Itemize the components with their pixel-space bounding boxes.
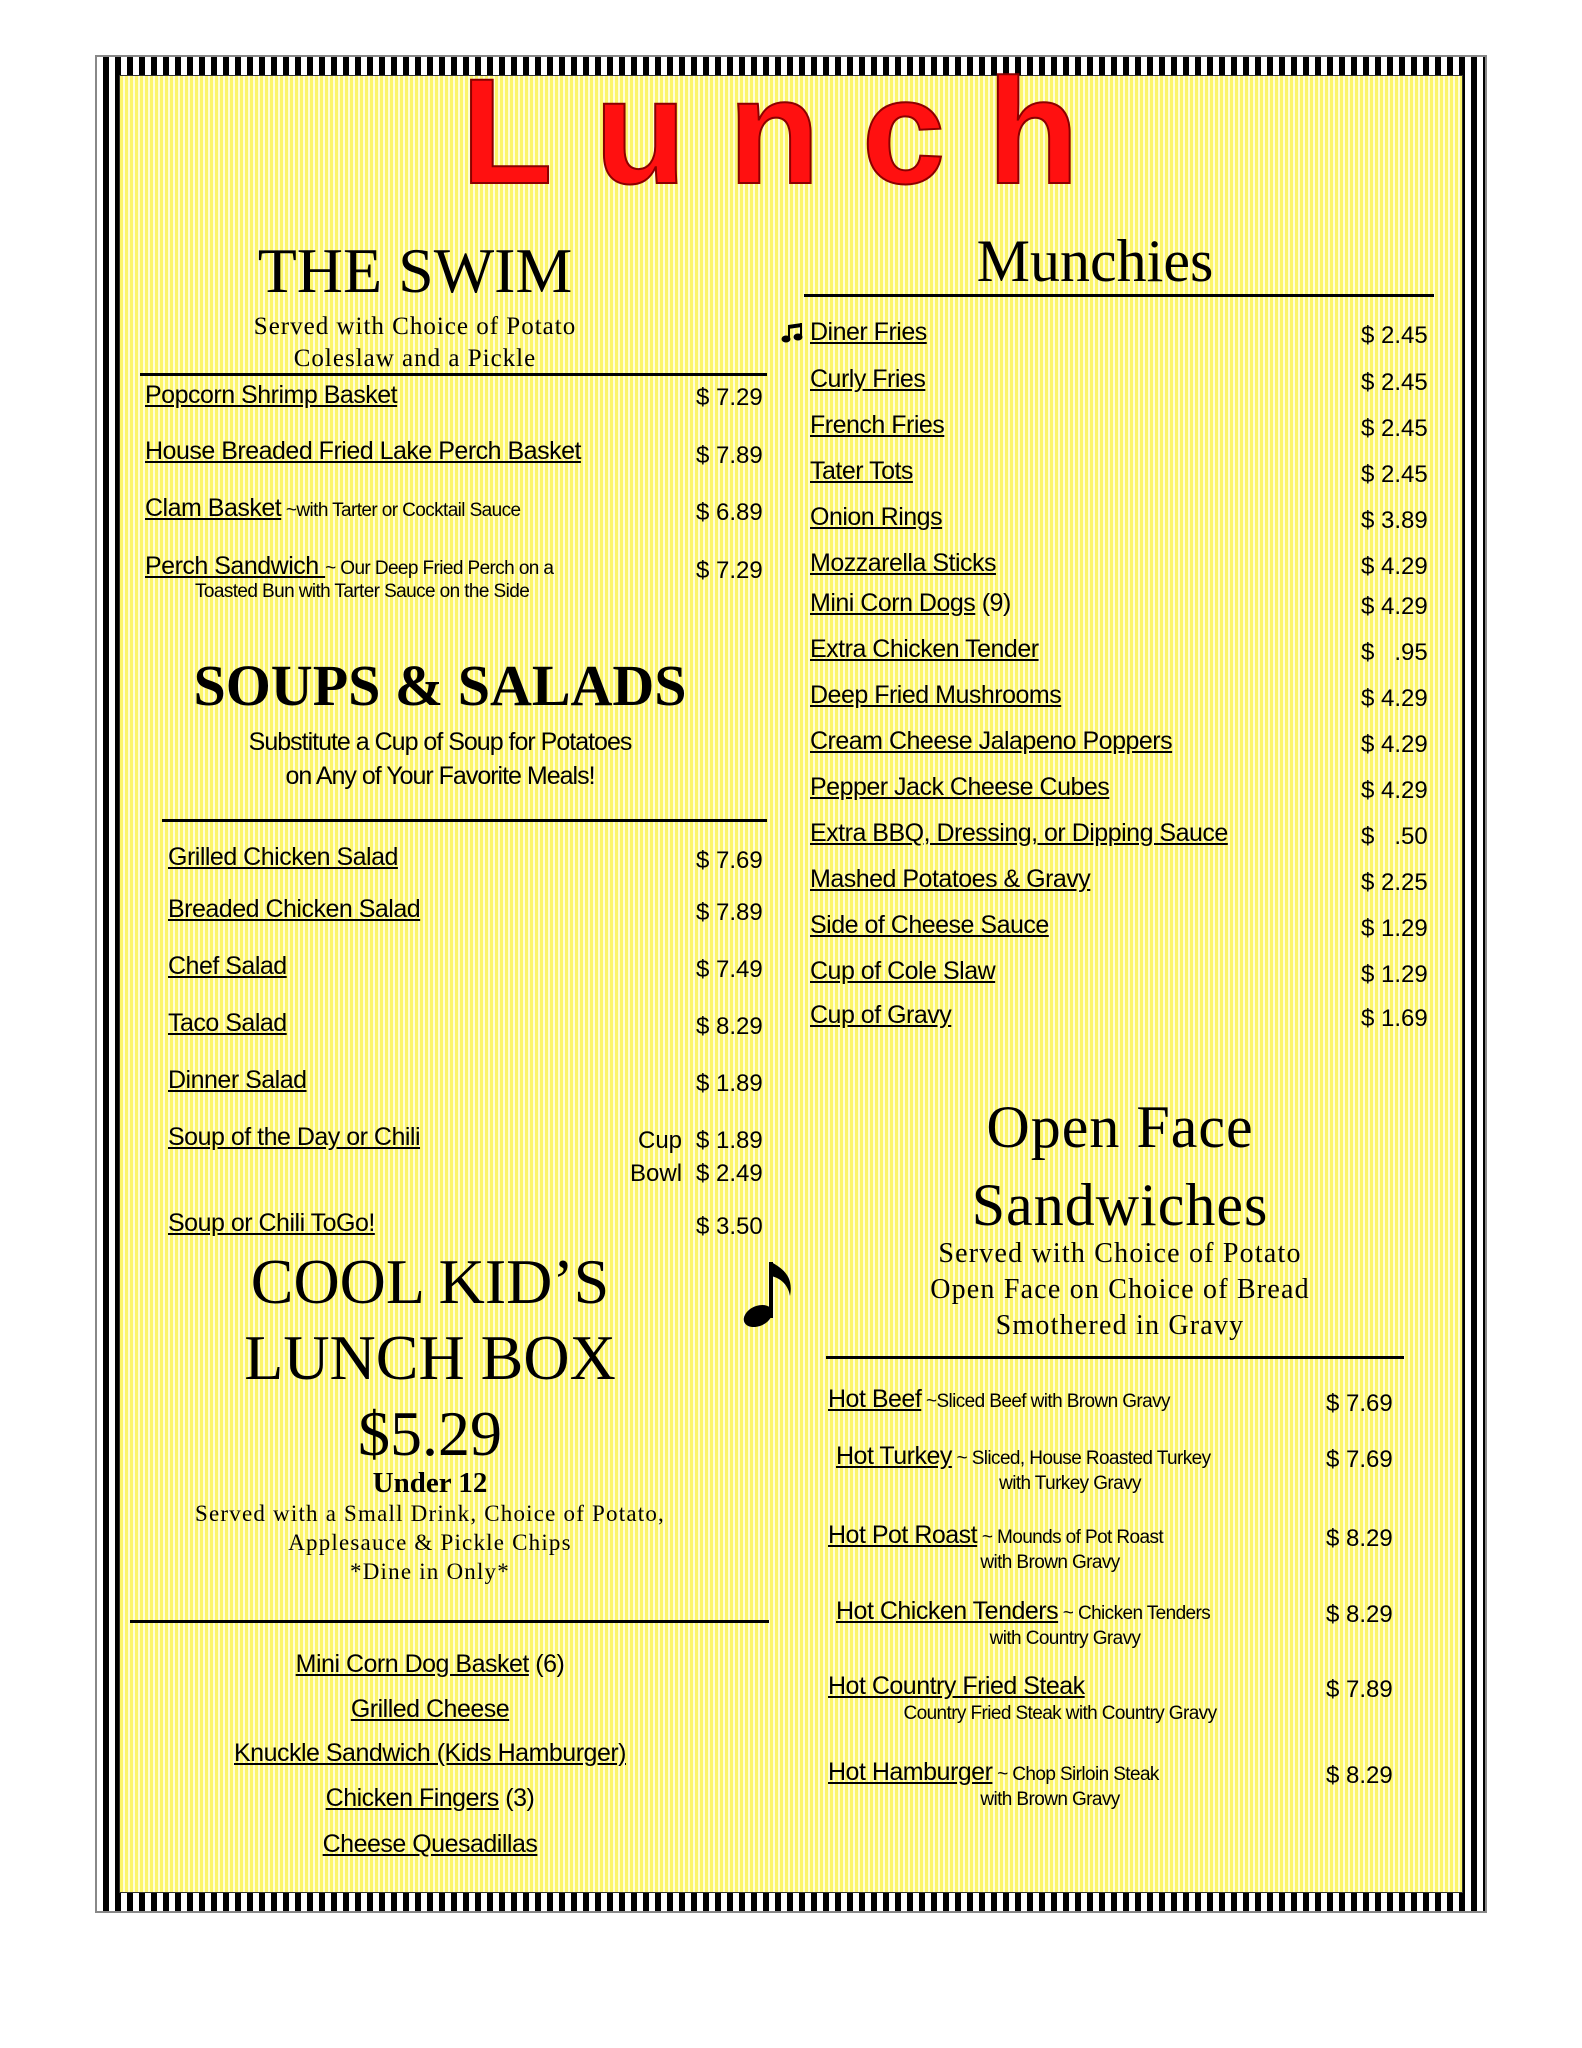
list-item: Mini Corn Dogs (9) xyxy=(810,589,1011,617)
list-item: Soup of the Day or Chili xyxy=(168,1123,421,1151)
soups-subtitle-1: Substitute a Cup of Soup for Potatoes xyxy=(248,728,632,756)
beamed-notes-icon xyxy=(781,322,805,344)
list-item: Grilled Chicken Salad xyxy=(168,843,398,871)
item-price: $ 3.89 xyxy=(1361,507,1428,534)
item-price: $ 7.69 xyxy=(1326,1390,1393,1417)
item-price: $ 1.89 xyxy=(696,1070,763,1097)
list-item: Clam Basket ~with Tarter or Cocktail Sauce xyxy=(145,494,521,522)
kids-heading-1: COOL KID’S xyxy=(250,1246,610,1317)
size-label: Bowl xyxy=(630,1160,683,1187)
list-item: Hot Country Fried Steak xyxy=(828,1672,1085,1700)
munchies-heading: Munchies xyxy=(976,228,1214,294)
openface-heading-1: Open Face xyxy=(986,1094,1254,1160)
item-price: $ 7.69 xyxy=(1326,1446,1393,1473)
swim-subtitle-1: Served with Choice of Potato xyxy=(253,313,577,340)
item-description: Country Fried Steak with Country Gravy xyxy=(903,1703,1217,1724)
item-price: $ 7.89 xyxy=(696,899,763,926)
item-price: $ 4.29 xyxy=(1361,685,1428,712)
item-price: $ 7.49 xyxy=(696,956,763,983)
item-price: $ 1.29 xyxy=(1361,915,1428,942)
item-price: $ .95 xyxy=(1361,639,1428,666)
list-item: Mashed Potatoes & Gravy xyxy=(810,865,1091,893)
openface-divider xyxy=(826,1356,1404,1359)
list-item: Chef Salad xyxy=(168,952,287,980)
item-price: $ 8.29 xyxy=(696,1013,763,1040)
soups-subtitle-2: on Any of Your Favorite Meals! xyxy=(285,762,595,790)
checkered-border xyxy=(95,47,1487,1913)
item-price: $ 7.29 xyxy=(696,384,763,411)
kids-subtitle-3: *Dine in Only* xyxy=(350,1559,510,1584)
eighth-note-icon xyxy=(740,1254,800,1334)
list-item: Extra BBQ, Dressing, or Dipping Sauce xyxy=(810,819,1228,847)
munchies-divider xyxy=(804,294,1434,297)
openface-subtitle-2: Open Face on Choice of Bread xyxy=(930,1274,1310,1305)
list-item: Popcorn Shrimp Basket xyxy=(145,381,398,409)
kids-age: Under 12 xyxy=(372,1467,488,1499)
swim-heading: THE SWIM xyxy=(257,235,573,306)
item-price: $ 3.50 xyxy=(696,1213,763,1240)
list-item: Breaded Chicken Salad xyxy=(168,895,421,923)
item-price: $ 4.29 xyxy=(1361,553,1428,580)
soups-heading: SOUPS & SALADS xyxy=(193,653,687,718)
item-price: $ 4.29 xyxy=(1361,777,1428,804)
list-item: Pepper Jack Cheese Cubes xyxy=(810,773,1110,801)
list-item: Cheese Quesadillas xyxy=(322,1830,538,1858)
list-item: Knuckle Sandwich (Kids Hamburger) xyxy=(233,1739,626,1767)
list-item: Mini Corn Dog Basket (6) xyxy=(295,1650,565,1678)
list-item: Cup of Cole Slaw xyxy=(810,957,996,985)
swim-subtitle-2: Coleslaw and a Pickle xyxy=(293,345,537,372)
list-item: Grilled Cheese xyxy=(350,1695,510,1723)
size-label: Cup xyxy=(638,1127,683,1154)
item-description: with Brown Gravy xyxy=(980,1552,1120,1573)
list-item: Side of Cheese Sauce xyxy=(810,911,1049,939)
kids-subtitle-1: Served with a Small Drink, Choice of Potato, xyxy=(195,1501,665,1526)
openface-subtitle-3: Smothered in Gravy xyxy=(995,1310,1245,1341)
list-item: Dinner Salad xyxy=(168,1066,307,1094)
list-item: Soup or Chili ToGo! xyxy=(168,1209,375,1237)
list-item: French Fries xyxy=(810,411,945,439)
list-item: Perch Sandwich ~ Our Deep Fried Perch on a xyxy=(145,552,554,580)
menu-page xyxy=(119,47,1463,1893)
list-item: Hot Turkey ~ Sliced, House Roasted Turkey xyxy=(836,1442,1211,1470)
item-price: $ 2.25 xyxy=(1361,869,1428,896)
item-description: with Country Gravy xyxy=(989,1628,1141,1649)
list-item: Diner Fries xyxy=(810,318,927,346)
item-price: $ 1.29 xyxy=(1361,961,1428,988)
item-price: $ 1.89 xyxy=(696,1127,763,1154)
kids-subtitle-2: Applesauce & Pickle Chips xyxy=(288,1530,572,1555)
soups-divider xyxy=(162,819,767,822)
item-description: with Brown Gravy xyxy=(980,1789,1120,1810)
list-item: Cup of Gravy xyxy=(810,1001,952,1029)
list-item: House Breaded Fried Lake Perch Basket xyxy=(145,437,581,465)
item-price: $ 2.45 xyxy=(1361,415,1428,442)
item-price: $ 4.29 xyxy=(1361,593,1428,620)
item-price: $ 8.29 xyxy=(1326,1601,1393,1628)
item-description: Toasted Bun with Tarter Sauce on the Side xyxy=(195,581,530,602)
item-price: $ .50 xyxy=(1361,823,1428,850)
list-item: Curly Fries xyxy=(810,365,926,393)
item-price: $ 2.45 xyxy=(1361,369,1428,396)
openface-heading-2: Sandwiches xyxy=(971,1172,1269,1238)
openface-subtitle-1: Served with Choice of Potato xyxy=(938,1238,1302,1269)
swim-divider xyxy=(140,373,767,376)
list-item: Tater Tots xyxy=(810,457,913,485)
list-item: Onion Rings xyxy=(810,503,943,531)
page-title: Lunch xyxy=(461,47,1121,215)
item-price: $ 1.69 xyxy=(1361,1005,1428,1032)
item-price: $ 8.29 xyxy=(1326,1762,1393,1789)
item-price: $ 7.89 xyxy=(1326,1676,1393,1703)
list-item: Deep Fried Mushrooms xyxy=(810,681,1062,709)
list-item: Hot Pot Roast ~ Mounds of Pot Roast xyxy=(828,1521,1164,1549)
list-item: Cream Cheese Jalapeno Poppers xyxy=(810,727,1173,755)
item-price: $ 2.45 xyxy=(1361,322,1428,349)
item-price: $ 4.29 xyxy=(1361,731,1428,758)
item-price: $ 7.89 xyxy=(696,442,763,469)
item-price: $ 7.29 xyxy=(696,557,763,584)
list-item: Extra Chicken Tender xyxy=(810,635,1039,663)
kids-divider xyxy=(130,1620,769,1623)
item-price: $ 7.69 xyxy=(696,847,763,874)
kids-heading-2: LUNCH BOX xyxy=(244,1322,616,1393)
list-item: Taco Salad xyxy=(168,1009,287,1037)
kids-price: $5.29 xyxy=(358,1398,502,1469)
list-item: Chicken Fingers (3) xyxy=(325,1784,535,1812)
item-description: with Turkey Gravy xyxy=(999,1473,1141,1494)
list-item: Hot Hamburger ~ Chop Sirloin Steak xyxy=(828,1758,1159,1786)
item-price: $ 2.45 xyxy=(1361,461,1428,488)
list-item: Mozzarella Sticks xyxy=(810,549,996,577)
item-price: $ 8.29 xyxy=(1326,1525,1393,1552)
item-price: $ 6.89 xyxy=(696,499,763,526)
list-item: Hot Beef ~Sliced Beef with Brown Gravy xyxy=(828,1385,1170,1413)
list-item: Hot Chicken Tenders ~ Chicken Tenders xyxy=(836,1597,1211,1625)
item-price: $ 2.49 xyxy=(696,1160,763,1187)
